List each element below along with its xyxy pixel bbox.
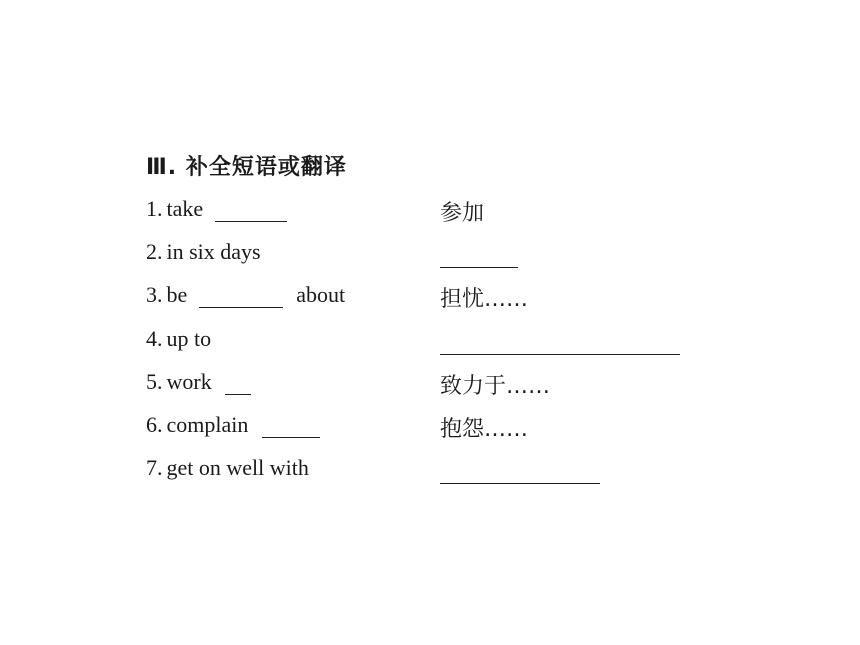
answer-blank[interactable] — [262, 417, 320, 438]
item-number: 4. — [146, 326, 163, 351]
item-phrase: up to — [166, 326, 212, 351]
translation-blank[interactable] — [440, 354, 680, 355]
item-number: 5. — [146, 369, 163, 394]
translation-blank[interactable] — [440, 483, 600, 484]
item-number: 2. — [146, 239, 163, 264]
answer-blank[interactable] — [199, 287, 283, 308]
exercise-row-6 — [0, 412, 860, 442]
exercise-row-7 — [0, 455, 860, 485]
translation: 抱怨…… — [440, 417, 529, 442]
item-phrase: get on well with — [166, 455, 309, 480]
exercise-row-4 — [0, 326, 860, 356]
exercise-row-2 — [0, 239, 860, 269]
item-number: 6. — [146, 412, 163, 437]
item-phrase: in six days — [166, 239, 261, 264]
exercise-row-3 — [0, 282, 860, 312]
translation: 参加 — [440, 201, 485, 226]
exercise-row-1 — [0, 196, 860, 226]
item-number: 1. — [146, 196, 163, 221]
translation-blank[interactable] — [440, 267, 518, 268]
answer-blank[interactable] — [215, 201, 287, 222]
answer-blank[interactable] — [225, 374, 251, 395]
item-phrase-end: about — [296, 282, 346, 307]
exercise-row-5 — [0, 369, 860, 399]
item-phrase: be — [166, 282, 188, 307]
section-title: Ⅲ. 补全短语或翻译 — [146, 155, 347, 180]
item-phrase: take — [166, 196, 204, 221]
item-phrase: work — [166, 369, 212, 394]
item-number: 7. — [146, 455, 163, 480]
item-number: 3. — [146, 282, 163, 307]
item-phrase: complain — [166, 412, 249, 437]
translation: 致力于…… — [440, 374, 551, 399]
translation: 担忧…… — [440, 287, 529, 312]
